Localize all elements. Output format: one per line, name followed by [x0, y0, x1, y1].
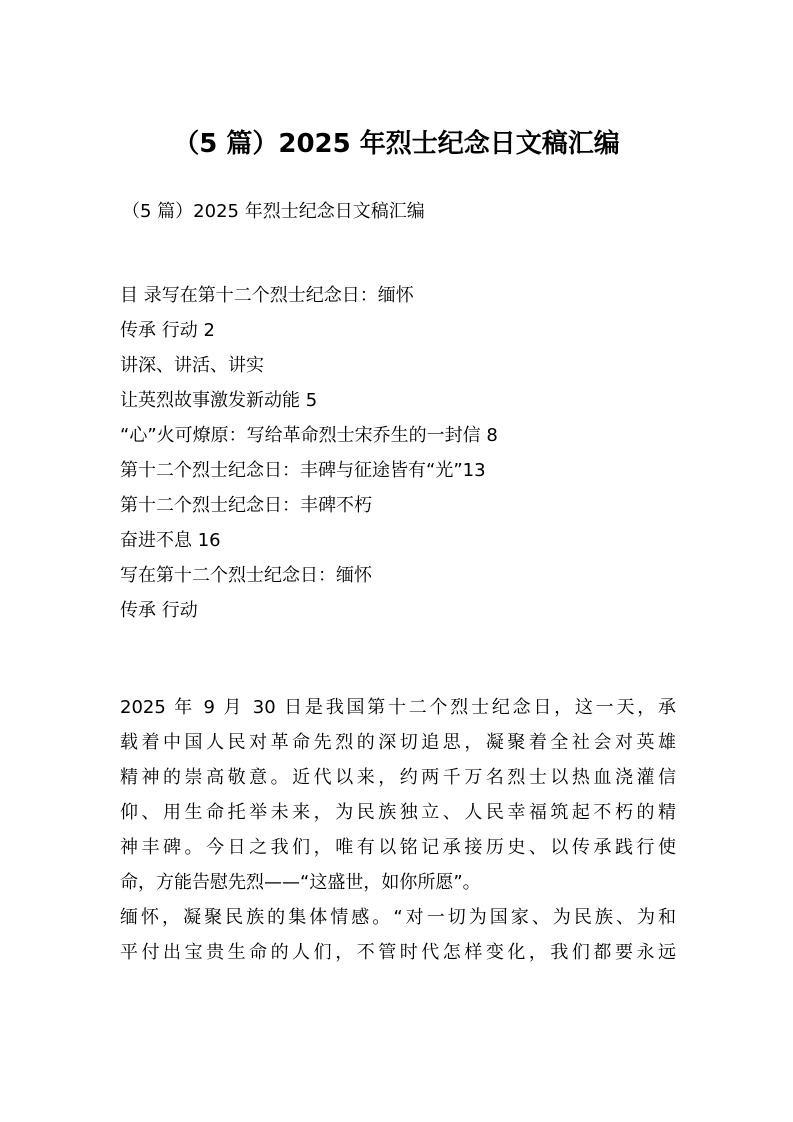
paragraph-line: 精神的崇高敬意。近代以来，约两千万名烈士以热血浇灌信 [120, 767, 676, 788]
paragraph-line: 命，方能告慰先烈——“这盛世，如你所愿”。 [120, 872, 481, 893]
paragraph-line: 2025 年 9 月 30 日是我国第十二个烈士纪念日，这一天，承 [120, 697, 676, 718]
paragraph-line: 缅怀，凝聚民族的集体情感。“对一切为国家、为民族、为和 [120, 907, 676, 928]
toc-line: “心”火可燎原：写给革命烈士宋乔生的一封信 8 [120, 425, 498, 446]
paragraph-line: 载着中国人民对革命先烈的深切追思，凝聚着全社会对英雄 [120, 732, 676, 753]
toc-line: 让英烈故事激发新动能 5 [120, 390, 318, 411]
toc-line: 第十二个烈士纪念日：丰碑与征途皆有“光”13 [120, 460, 486, 481]
toc-line: 传承 行动 2 [120, 320, 215, 341]
table-of-contents [120, 280, 680, 630]
toc-line: 第十二个烈士纪念日：丰碑不朽 [120, 495, 372, 516]
paragraph-line: 平付出宝贵生命的人们，不管时代怎样变化，我们都要永远 [120, 942, 676, 963]
section-heading: 传承 行动 [120, 600, 198, 621]
toc-line: 奋进不息 16 [120, 530, 221, 551]
toc-line: 目 录写在第十二个烈士纪念日：缅怀 [120, 285, 414, 306]
section-heading: 写在第十二个烈士纪念日：缅怀 [120, 565, 372, 586]
body-text [120, 692, 676, 972]
toc-line: 讲深、讲活、讲实 [120, 355, 264, 376]
paragraph-line: 仰、用生命托举未来，为民族独立、人民幸福筑起不朽的精 [120, 802, 676, 823]
document-title: （5 篇）2025 年烈士纪念日文稿汇编 [173, 129, 620, 159]
document-subtitle: （5 篇）2025 年烈士纪念日文稿汇编 [122, 201, 425, 222]
paragraph-line: 神丰碑。今日之我们，唯有以铭记承接历史、以传承践行使 [120, 837, 676, 858]
